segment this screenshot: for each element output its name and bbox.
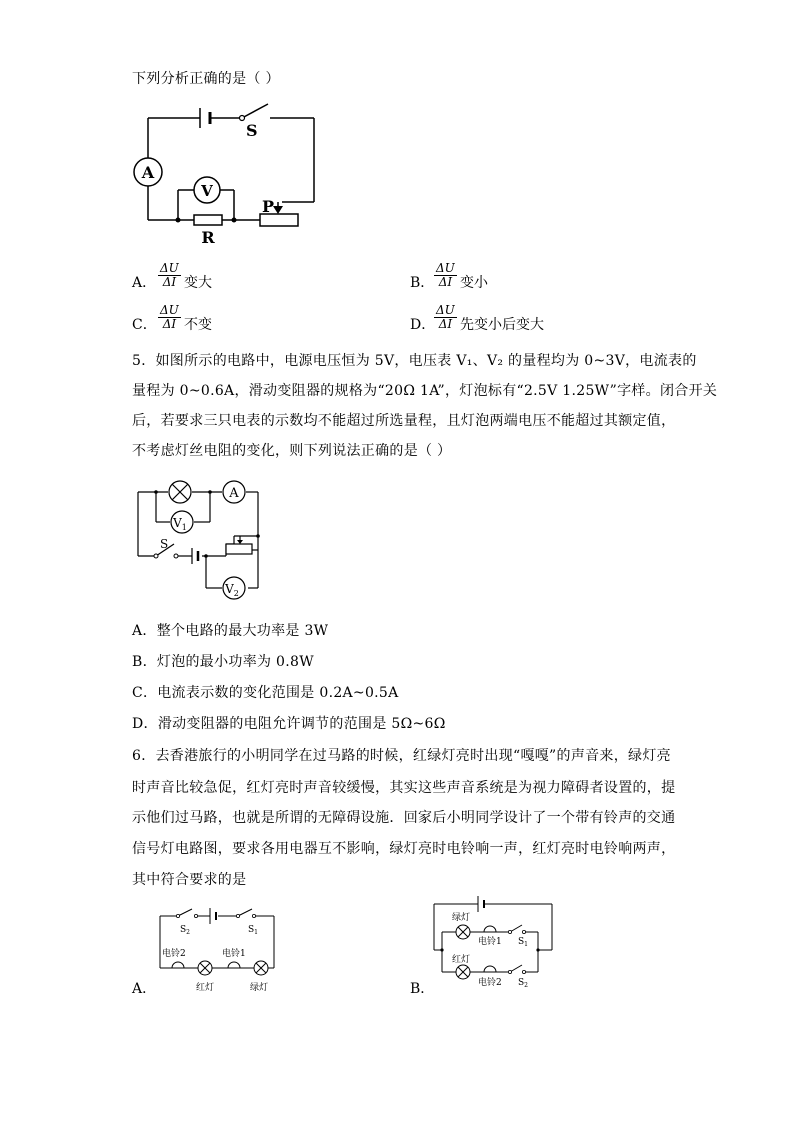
voltmeter-v2-label: $V_2$ (225, 582, 239, 598)
fraction-numerator: ΔU (436, 303, 455, 317)
q4-circuit-diagram (130, 100, 330, 250)
voltmeter-v1-label: $V_1$ (173, 516, 187, 532)
q5-option-c[interactable]: C．电流表示数的变化范围是 0.2A~0.5A (132, 685, 399, 701)
q6-option-b-circuit (432, 892, 556, 992)
bell-icon (484, 926, 496, 932)
q5-stem-line: 不考虑灯丝电阻的变化，则下列说法正确的是（ ） (132, 443, 452, 459)
q5-stem-line: 5．如图所示的电路中，电源电压恒为 5V，电压表 V₁、V₂ 的量程均为 0~3V，电流表的 (132, 353, 697, 369)
voltmeter-label: V (201, 182, 213, 200)
fraction-denominator: ΔI (438, 275, 453, 289)
option-text: 先变小后变大 (460, 317, 544, 333)
junction-dot (176, 218, 181, 223)
switch-pivot (508, 970, 511, 973)
fraction-denominator: ΔI (162, 317, 177, 331)
q6-stem-line: 其中符合要求的是 (132, 872, 247, 888)
switch-contact (252, 914, 255, 917)
switch-contact (522, 970, 525, 973)
junction-dot (536, 948, 539, 951)
switch-pivot (154, 554, 158, 558)
option-label: B． (410, 275, 435, 291)
slider-label: P (262, 197, 275, 216)
switch-label: S (246, 121, 258, 140)
fraction-denominator: ΔI (162, 275, 177, 289)
switch-label: S (160, 537, 169, 551)
green-light-label: 绿灯 (250, 983, 269, 993)
junction-dot (204, 554, 208, 558)
switch-s2-label: $S_2$ (180, 925, 190, 936)
resistor-icon (194, 215, 222, 225)
q5-circuit-diagram (130, 476, 270, 604)
q5-option-a[interactable]: A．整个电路的最大功率是 3W (132, 623, 329, 639)
junction-dot (154, 490, 158, 494)
ammeter-label: A (141, 163, 155, 182)
switch-s2-label: $S_2$ (518, 978, 528, 989)
option-text: 不变 (184, 317, 212, 333)
q6-stem-line: 示他们过马路，也就是所谓的无障碍设施．回家后小明同学设计了一个带有铃声的交通 (132, 810, 676, 826)
switch-pivot (240, 116, 245, 121)
switch-s1-label: $S_1$ (248, 925, 258, 936)
fraction-delta-u-over-delta-i (158, 262, 181, 289)
option-label: C． (132, 317, 157, 333)
rheostat-icon (226, 544, 252, 554)
bell1-label: 电铃1 (222, 949, 246, 959)
red-light-label: 红灯 (196, 983, 215, 993)
q5-stem-line: 后，若要求三只电表的示数均不能超过所选量程，且灯泡两端电压不能超过其额定值， (132, 413, 676, 429)
option-label: A． (132, 981, 157, 997)
bell1-label: 电铃1 (478, 937, 502, 947)
switch-pivot (236, 914, 239, 917)
resistor-label: R (201, 228, 215, 247)
bell-icon (228, 962, 240, 968)
option-text: 变小 (460, 275, 488, 291)
fraction-delta-u-over-delta-i (434, 262, 457, 289)
fraction-numerator: ΔU (436, 261, 455, 275)
switch-contact (194, 914, 197, 917)
junction-dot (440, 948, 443, 951)
fraction-delta-u-over-delta-i (158, 304, 181, 331)
fraction-numerator: ΔU (160, 303, 179, 317)
q5-stem-line: 量程为 0~0.6A，滑动变阻器的规格为“20Ω 1A”，灯泡标有“2.5V 1.25W”字样。闭合开关 (132, 383, 718, 399)
q6-stem-line: 信号灯电路图，要求各用电器互不影响，绿灯亮时电铃响一声，红灯亮时电铃响两声， (132, 841, 676, 857)
q6-stem-line: 6．去香港旅行的小明同学在过马路的时候，红绿灯亮时出现“嘎嘎”的声音来，绿灯亮 (132, 748, 671, 764)
switch-pivot (508, 930, 511, 933)
bell-icon (172, 962, 184, 968)
option-label: D． (410, 317, 436, 333)
switch-contact (522, 930, 525, 933)
fraction-denominator: ΔI (438, 317, 453, 331)
bell2-label: 电铃2 (478, 978, 502, 988)
option-label: A． (132, 275, 157, 291)
q6-option-a-circuit (158, 904, 278, 994)
q4-stem: 下列分析正确的是（ ） (132, 71, 280, 87)
green-light-label: 绿灯 (452, 913, 471, 923)
slider-arrow-icon (273, 206, 283, 214)
bell2-label: 电铃2 (162, 949, 186, 959)
junction-dot (208, 490, 212, 494)
ammeter-label: A (229, 486, 239, 501)
q5-option-d[interactable]: D．滑动变阻器的电阻允许调节的范围是 5Ω~6Ω (132, 716, 446, 732)
red-light-label: 红灯 (452, 955, 471, 965)
fraction-delta-u-over-delta-i (434, 304, 457, 331)
option-text: 变大 (184, 275, 212, 291)
option-label: B． (410, 981, 435, 997)
junction-dot (256, 534, 260, 538)
switch-contact (174, 554, 178, 558)
q5-option-b[interactable]: B．灯泡的最小功率为 0.8W (132, 654, 314, 670)
switch-pivot (176, 914, 179, 917)
fraction-numerator: ΔU (160, 261, 179, 275)
q6-stem-line: 时声音比较急促，红灯亮时声音较缓慢，其实这些声音系统是为视力障碍者设置的，提 (132, 780, 676, 796)
junction-dot (232, 218, 237, 223)
switch-s1-label: $S_1$ (518, 937, 528, 948)
bell-icon (484, 966, 496, 972)
